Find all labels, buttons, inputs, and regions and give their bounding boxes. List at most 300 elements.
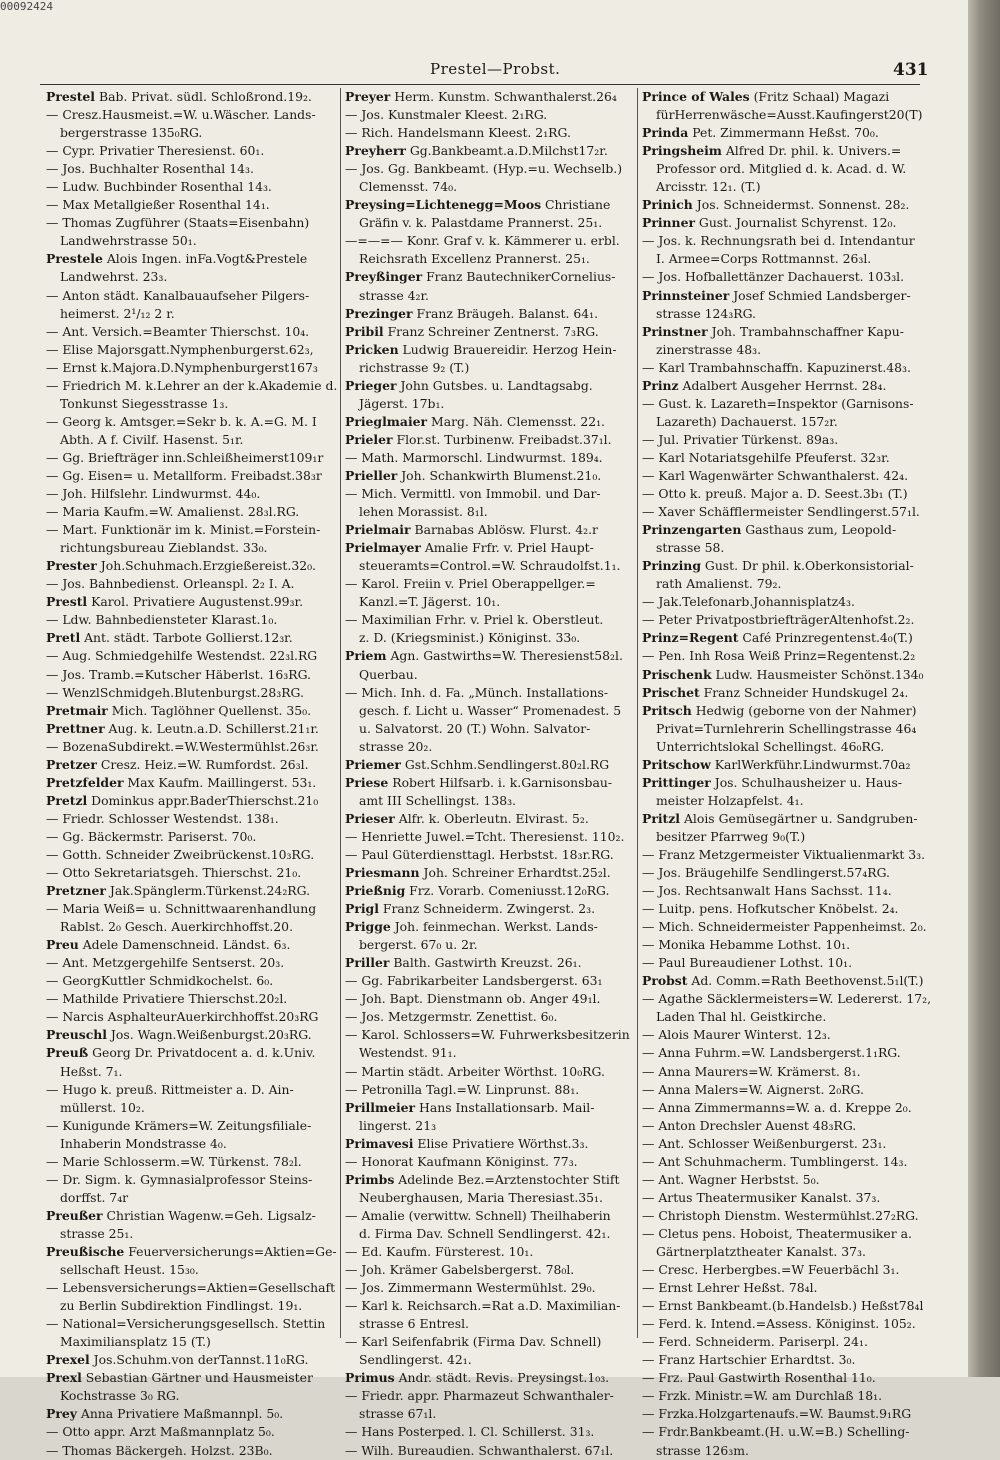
entry-headline (642, 521, 932, 539)
entry-text: Jos. Schneidermst. Sonnenst. 28₂. (692, 197, 910, 213)
entry-line (345, 1008, 633, 1026)
entry-line (46, 864, 336, 882)
entry-continuation (642, 305, 932, 323)
entry-text: — Mich. Schneidermeister Pappenheimst. 2₀. (642, 919, 927, 935)
entry-text: Hans Installationsarb. Mail- (415, 1099, 595, 1115)
entry-surname: Pritsch (642, 702, 692, 718)
entry-text: Privat=Turnlehrerin Schellingstrasse 46₄ (656, 720, 917, 736)
entry-text: müllerst. 10₂. (60, 1099, 145, 1115)
entry-text: richstrasse 9₂ (T.) (359, 359, 470, 375)
entry-text: Joh. Schreiner Erhardtst.25₂l. (419, 865, 611, 881)
entry-line (642, 990, 932, 1008)
entry-text: Joh. feinmechan. Werkst. Lands- (390, 919, 598, 935)
entry-line (46, 647, 336, 665)
entry-text: — Gust. k. Lazareth=Inspektor (Garnisons- (642, 395, 914, 411)
entry-headline (642, 684, 932, 702)
entry-line (46, 900, 336, 918)
entry-text: — Cresc. Herbergbes.=W Feuerbächl 3₁. (642, 1262, 900, 1278)
entry-text: — Luitp. pens. Hofkutscher Knöbelst. 2₄. (642, 901, 899, 917)
entry-surname: Prischenk (642, 666, 712, 682)
entry-text: — Jos. Kunstmaler Kleest. 2₁RG. (345, 107, 548, 123)
entry-surname: Prieglmaier (345, 413, 428, 429)
entry-continuation (345, 720, 633, 738)
entry-headline (46, 250, 336, 268)
entry-text: — Henriette Juwel.=Tcht. Theresienst. 110₂. (345, 828, 625, 844)
entry-text: — Honorat Kaufmann Königinst. 77₃. (345, 1153, 578, 1169)
entry-surname: Prestl (46, 594, 88, 610)
entry-text: Ad. Comm.=Rath Beethovenst.5₁l(T.) (687, 973, 924, 989)
entry-surname: Pretmair (46, 702, 108, 718)
entry-surname: Prexel (46, 1352, 90, 1368)
entry-line (642, 431, 932, 449)
entry-continuation (642, 178, 932, 196)
entry-line (642, 1297, 932, 1315)
entry-line (642, 1026, 932, 1044)
entry-text: — Hans Posterped. l. Cl. Schillerst. 31₃. (345, 1424, 595, 1440)
entry-continuation (345, 1189, 633, 1207)
entry-text: Neuberghausen, Maria Theresiast.35₁. (359, 1189, 603, 1205)
entry-text: Rablst. 2₀ Gesch. Auerkirchhoffst.20. (60, 919, 294, 935)
entry-surname: Prinzengarten (642, 522, 742, 538)
entry-line (642, 593, 932, 611)
entry-line (642, 1369, 932, 1387)
entry-line (345, 1261, 633, 1279)
entry-text: — Otto appr. Arzt Maßmannplatz 5₀. (46, 1424, 275, 1440)
entry-line (46, 611, 336, 629)
entry-surname: Prischet (642, 684, 700, 700)
entry-text: strasse 25₁. (60, 1225, 134, 1241)
entry-text: Gst.Schhm.Sendlingerst.80₂l.RG (400, 756, 610, 772)
entry-headline (642, 124, 932, 142)
entry-text: amt III Schellingst. 138₃. (359, 792, 516, 808)
entry-line (345, 124, 633, 142)
entry-text: Ant. städt. Tarbote Gollierst.12₃r. (80, 630, 293, 646)
entry-surname: Prince of Wales (642, 89, 750, 104)
entry-continuation (46, 1297, 336, 1315)
entry-line (46, 666, 336, 684)
entry-line (46, 1171, 336, 1189)
entry-text: Kanzl.=T. Jägerst. 10₁. (359, 594, 501, 610)
entry-line (46, 828, 336, 846)
entry-headline (642, 287, 932, 305)
entry-headline (642, 972, 932, 990)
entry-text: — Ldw. Bahnbediensteter Klarast.1₀. (46, 612, 278, 628)
entry-continuation (345, 287, 633, 305)
entry-text: — BozenaSubdirekt.=W.Westermühlst.26₃r. (46, 738, 319, 754)
entry-text: gesch. f. Licht u. Wasser“ Promenadest. 5 (359, 702, 622, 718)
entry-continuation (345, 250, 633, 268)
entry-surname: Prießnig (345, 883, 406, 899)
entry-text: Joh. Trambahnschaffner Kapu- (707, 323, 904, 339)
entry-text: — Petronilla Tagl.=W. Linprunst. 88₁. (345, 1081, 580, 1097)
entry-text: — Anton städt. Kanalbauaufseher Pilgers- (46, 287, 310, 303)
directory-column-1 (46, 88, 338, 1458)
entry-headline (345, 142, 633, 160)
entry-text: Jak.Spänglerm.Türkenst.24₂RG. (105, 883, 311, 899)
column-divider (637, 88, 638, 1338)
entry-headline (345, 918, 633, 936)
entry-continuation (345, 738, 633, 756)
entry-text: — Gg. Briefträger inn.Schleißheimerst109₁r (46, 449, 324, 465)
entry-line (642, 1135, 932, 1153)
entry-text: Heßst. 7₁. (60, 1063, 123, 1079)
entry-text: Maximiliansplatz 15 (T.) (60, 1334, 211, 1350)
entry-headline (46, 882, 336, 900)
entry-line (46, 160, 336, 178)
entry-text: — Jos. Hofballettänzer Dachauerst. 103₃l. (642, 269, 905, 285)
entry-surname: Preußische (46, 1244, 125, 1259)
entry-text: Aug. k. Leutn.a.D. Schillerst.21₁r. (104, 720, 319, 736)
entry-line (642, 611, 932, 629)
entry-continuation (345, 1225, 633, 1243)
entry-text: — Gotth. Schneider Zweibrückenst.10₃RG. (46, 846, 315, 862)
entry-continuation (46, 1063, 336, 1081)
entry-text: strasse 6 Entresl. (359, 1316, 469, 1332)
entry-text: — Jos. Gg. Bankbeamt. (Hyp.=u. Wechselb.) (345, 161, 623, 177)
entry-continuation (46, 1333, 336, 1351)
entry-text: — Mich. Vermittl. von Immobil. und Dar- (345, 486, 601, 502)
entry-text: — Ernst Lehrer Heßst. 78₄l. (642, 1280, 818, 1296)
entry-continuation (642, 828, 932, 846)
entry-text: — Paul Güterdiensttagl. Herbstst. 18₃r.RG. (345, 846, 614, 862)
entry-line (642, 1405, 932, 1423)
entry-headline (46, 593, 336, 611)
entry-line (642, 1117, 932, 1135)
entry-line (642, 918, 932, 936)
entry-text: zu Berlin Subdirektion Findlingst. 19₁. (60, 1298, 303, 1314)
entry-text: Gust. Dr phil. k.Oberkonsistorial- (700, 558, 914, 574)
entry-surname: Prigge (345, 919, 391, 935)
entry-line (46, 467, 336, 485)
page-number: 431 (893, 60, 929, 80)
entry-line (46, 1008, 336, 1026)
entry-continuation (345, 178, 633, 196)
entry-text: Franz Schreiner Zentnerst. 7₃RG. (383, 323, 599, 339)
entry-text: — Ant Schuhmacherm. Tumblingerst. 14₃. (642, 1153, 908, 1169)
entry-text: — Jos. Bräugehilfe Sendlingerst.57₄RG. (642, 865, 890, 881)
entry-text: Josef Schmied Landsberger- (729, 287, 911, 303)
entry-surname: Preyßinger (345, 269, 423, 285)
entry-text: — Agathe Säcklermeisters=W. Ledererst. 17₂, (642, 991, 932, 1007)
entry-continuation (642, 341, 932, 359)
entry-text: Westendst. 91₁. (359, 1045, 457, 1061)
entry-headline (46, 629, 336, 647)
entry-text: — Marie Schlosserm.=W. Türkenst. 78₂l. (46, 1153, 302, 1169)
entry-text: Lazareth) Dachauerst. 157₂r. (656, 413, 838, 429)
entry-surname: Pretl (46, 630, 81, 646)
entry-text: Gärtnerplatztheater Kanalst. 37₃. (656, 1244, 866, 1259)
entry-continuation (642, 539, 932, 557)
entry-continuation (46, 268, 336, 286)
entry-headline (642, 323, 932, 341)
entry-text: John Gutsbes. u. Landtagsabg. (396, 377, 593, 393)
entry-text: Cresz. Heiz.=W. Rumfordst. 26₃l. (96, 756, 309, 772)
entry-line (345, 1081, 633, 1099)
entry-text: — Peter PrivatpostbriefträgerAltenhofst.2₂. (642, 612, 915, 628)
entry-text: z. D. (Kriegsminist.) Königinst. 33₀. (359, 630, 581, 646)
entry-headline (345, 1171, 633, 1189)
entry-text: — Anna Zimmermanns=W. a. d. Kreppe 2₀. (642, 1099, 912, 1115)
entry-headline (46, 1243, 336, 1261)
entry-line (345, 1279, 633, 1297)
entry-text: KarlWerkführ.Lindwurmst.70a₂ (710, 756, 911, 772)
entry-text: — WenzlSchmidgeh.Blutenburgst.28₃RG. (46, 684, 304, 700)
entry-line (345, 1243, 633, 1261)
entry-text: Landwehrstrasse 50₁. (60, 233, 197, 249)
entry-text: Laden Thal hl. Geistkirche. (656, 1009, 827, 1025)
entry-line (345, 1207, 633, 1225)
entry-surname: Pretzer (46, 756, 97, 772)
entry-text: strasse 58. (656, 540, 725, 556)
entry-text: heimerst. 2¹/₁₂ 2 r. (60, 305, 175, 321)
entry-headline (46, 1351, 336, 1369)
entry-text: — Ant. Wagner Herbstst. 5₀. (642, 1171, 820, 1187)
entry-surname: Preyherr (345, 143, 406, 159)
entry-headline (345, 756, 633, 774)
entry-continuation (345, 557, 633, 575)
entry-line (642, 936, 932, 954)
entry-text: — Elise Majorsgatt.Nymphenburgerst.62₃, (46, 341, 314, 357)
entry-text: — Jos. Rechtsanwalt Hans Sachsst. 11₄. (642, 883, 892, 899)
entry-text: Elise Privatiere Wörthst.3₃. (413, 1135, 589, 1151)
entry-surname: Prettner (46, 720, 105, 736)
entry-text: — Math. Marmorschl. Lindwurmst. 189₄. (345, 449, 603, 465)
entry-text: — Narcis AsphalteurAuerkirchhoffst.20₃RG (46, 1009, 319, 1025)
entry-surname: Probst (642, 973, 688, 989)
entry-line (345, 611, 633, 629)
entry-line (642, 1261, 932, 1279)
entry-text: Amalie Frfr. v. Priel Haupt- (420, 540, 594, 556)
header-rule (40, 84, 920, 85)
entry-headline (642, 557, 932, 575)
entry-text: Jos.Schuhm.von derTannst.11₀RG. (89, 1352, 309, 1368)
entry-text: bergerst. 67₀ u. 2r. (359, 937, 478, 953)
entry-surname: Primus (345, 1370, 395, 1386)
entry-surname: Prinnsteiner (642, 287, 730, 303)
entry-text: besitzer Pfarrweg 9₀(T.) (656, 828, 806, 844)
entry-continuation (345, 936, 633, 954)
entry-text: — Anna Fuhrm.=W. Landsbergerst.1₁RG. (642, 1045, 901, 1061)
entry-text: fürHerrenwäsche=Ausst.Kaufingerst20(T) (656, 107, 923, 123)
entry-text: — GeorgKuttler Schmidkochelst. 6₀. (46, 973, 274, 989)
entry-text: —=—=— Konr. Graf v. k. Kämmerer u. erbl. (345, 233, 620, 249)
entry-text: sellschaft Heust. 15₃₀. (60, 1262, 199, 1278)
entry-surname: Prinzing (642, 558, 701, 574)
entry-continuation (345, 702, 633, 720)
entry-text: Barnabas Ablösw. Flurst. 4₂.r (410, 522, 598, 538)
entry-line (46, 142, 336, 160)
entry-line (345, 828, 633, 846)
entry-text: Franz Schneiderm. Zwingerst. 2₃. (378, 901, 596, 917)
entry-surname: Prieger (345, 377, 397, 393)
entry-line (642, 864, 932, 882)
entry-text: — Rich. Handelsmann Kleest. 2₁RG. (345, 125, 571, 141)
entry-text: — Mich. Inh. d. Fa. „Münch. Installations- (345, 684, 609, 700)
entry-line (46, 1117, 336, 1135)
entry-continuation (642, 106, 932, 124)
entry-headline (345, 647, 633, 665)
entry-continuation (345, 1405, 633, 1423)
entry-text: — Franz Metzgermeister Viktualienmarkt 3₃. (642, 846, 926, 862)
entry-surname: Prittinger (642, 774, 711, 790)
entry-continuation (345, 1117, 633, 1135)
entry-line (46, 196, 336, 214)
entry-headline (345, 882, 633, 900)
directory-column-2 (345, 88, 633, 1458)
entry-text: — National=Versicherungsgesellsch. Stettin (46, 1316, 326, 1332)
entry-text: I. Armee=Corps Rottmannst. 26₃l. (656, 251, 872, 267)
entry-line (642, 467, 932, 485)
entry-line (642, 1279, 932, 1297)
entry-line (46, 1423, 336, 1441)
entry-continuation (642, 575, 932, 593)
entry-surname: Preyer (345, 89, 391, 104)
entry-line (642, 1153, 932, 1171)
entry-surname: Prillmeier (345, 1099, 416, 1115)
entry-text: — Mart. Funktionär im k. Minist.=Forstein- (46, 522, 321, 538)
entry-text: — Friedr. appr. Pharmazeut Schwanthaler- (345, 1388, 614, 1404)
entry-text: strasse 126₃m. (656, 1442, 749, 1458)
entry-surname: Pritschow (642, 756, 711, 772)
entry-line (46, 341, 336, 359)
entry-text: Balth. Gastwirth Kreuzst. 26₁. (389, 955, 582, 971)
entry-headline (345, 88, 633, 106)
entry-text: Franz Schneider Hundskugel 2₄. (699, 684, 909, 700)
entry-line (46, 1153, 336, 1171)
entry-text: — Artus Theatermusiker Kanalst. 37₃. (642, 1189, 881, 1205)
entry-text: strasse 20₂. (359, 738, 433, 754)
entry-headline (345, 954, 633, 972)
entry-continuation (345, 666, 633, 684)
entry-surname: Priese (345, 774, 389, 790)
directory-column-3 (642, 88, 932, 1458)
entry-surname: Prieler (345, 431, 393, 447)
entry-line (642, 503, 932, 521)
entry-text: Adele Damenschneid. Ländst. 6₃. (78, 937, 291, 953)
entry-headline (46, 756, 336, 774)
entry-text: Jos. Wagn.Weißenburgst.20₃RG. (106, 1027, 312, 1043)
entry-surname: Prinda (642, 125, 689, 141)
entry-text: — Maria Kaufm.=W. Amalienst. 28₃l.RG. (46, 504, 300, 520)
entry-line (642, 359, 932, 377)
entry-text: — Anna Maurers=W. Krämerst. 8₁. (642, 1063, 861, 1079)
entry-text: — Ed. Kaufm. Fürsterest. 10₁. (345, 1244, 534, 1259)
entry-surname: Pretzfelder (46, 774, 124, 790)
entry-text: — Karol. Freiin v. Priel Oberappellger.= (345, 576, 596, 592)
entry-text: — Pen. Inh Rosa Weiß Prinz=Regentenst.2₂ (642, 648, 916, 664)
entry-text: — Gg. Fabrikarbeiter Landsbergerst. 63₁ (345, 973, 603, 989)
entry-headline (46, 792, 336, 810)
entry-text: Ludwig Brauereidir. Herzog Hein- (398, 341, 617, 357)
entry-headline (345, 774, 633, 792)
entry-line (345, 684, 633, 702)
entry-line (642, 1315, 932, 1333)
entry-continuation (46, 124, 336, 142)
entry-text: strasse 124₃RG. (656, 305, 756, 321)
entry-text: — Jos. Buchhalter Rosenthal 14₃. (46, 161, 254, 177)
entry-text: Gasthaus zum, Leopold- (741, 522, 897, 538)
entry-text: — Joh. Krämer Gabelsbergerst. 78₀l. (345, 1262, 575, 1278)
entry-surname: Preuß (46, 1045, 89, 1061)
entry-text: lehen Morassist. 8₁l. (359, 504, 488, 520)
entry-headline (345, 1099, 633, 1117)
entry-continuation (46, 395, 336, 413)
entry-continuation (345, 395, 633, 413)
entry-surname: Preuschl (46, 1027, 107, 1043)
entry-text: Adelinde Bez.=Arztenstochter Stift (394, 1171, 620, 1187)
entry-text: u. Salvatorst. 20 (T.) Wohn. Salvator- (359, 720, 591, 736)
entry-text: Inhaberin Mondstrasse 4₀. (60, 1135, 227, 1151)
entry-text: — Ant. Metzgergehilfe Sentserst. 20₃. (46, 955, 285, 971)
entry-text: rath Amalienst. 79₂. (656, 576, 782, 592)
entry-continuation (345, 1315, 633, 1333)
entry-surname: Prinstner (642, 323, 708, 339)
entry-text: — Christoph Dienstm. Westermühlst.27₂RG. (642, 1207, 919, 1223)
entry-line (642, 485, 932, 503)
entry-surname: Prinz=Regent (642, 630, 739, 646)
entry-line (642, 1171, 932, 1189)
entry-line (46, 1315, 336, 1333)
entry-text: — Maximilian Frhr. v. Priel k. Oberstleut. (345, 612, 604, 628)
entry-line (642, 232, 932, 250)
entry-text: Abth. A f. Civilf. Hasenst. 5₁r. (60, 431, 244, 447)
entry-line (46, 503, 336, 521)
entry-text: — Frz. Paul Gastwirth Rosenthal 11₀. (642, 1370, 876, 1386)
entry-text: bergerstrasse 135₀RG. (60, 125, 203, 141)
entry-text: dorffst. 7₄r (60, 1189, 129, 1205)
entry-headline (642, 88, 932, 106)
entry-text: zinerstrasse 48₃. (656, 341, 762, 357)
entry-text: Robert Hilfsarb. i. k.Garnisonsbau- (388, 774, 613, 790)
entry-continuation (642, 738, 932, 756)
entry-line (345, 160, 633, 178)
entry-text: — Thomas Bäckergeh. Holzst. 23B₀. (46, 1442, 273, 1458)
entry-headline (46, 1207, 336, 1225)
entry-text: Alois Gemüsegärtner u. Sandgruben- (680, 810, 918, 826)
entry-line (46, 413, 336, 431)
entry-line (345, 1063, 633, 1081)
entry-text: Marg. Näh. Clemensst. 22₁. (427, 413, 605, 429)
entry-headline (345, 467, 633, 485)
entry-continuation (46, 1189, 336, 1207)
entry-text: — Friedrich M. k.Lehrer an der k.Akademie d. (46, 377, 338, 393)
entry-text: Joh.Schuhmach.Erzgießereist.32₀. (96, 558, 316, 574)
entry-text: — Cypr. Privatier Theresienst. 60₁. (46, 143, 265, 159)
entry-text: — Jos. k. Rechnungsrath bei d. Intendantur (642, 233, 915, 249)
entry-text: Querbau. (359, 666, 418, 682)
entry-text: Ludw. Hausmeister Schönst.134₀ (711, 666, 924, 682)
entry-headline (642, 214, 932, 232)
entry-continuation (345, 792, 633, 810)
entry-continuation (46, 431, 336, 449)
entry-line (642, 1207, 932, 1225)
entry-line (46, 1279, 336, 1297)
entry-headline (46, 1405, 336, 1423)
entry-line (345, 449, 633, 467)
entry-surname: Prieser (345, 810, 395, 826)
entry-text: Hedwig (geborne von der Nahmer) (691, 702, 917, 718)
entry-continuation (642, 1008, 932, 1026)
entry-line (642, 1081, 932, 1099)
entry-line (46, 377, 336, 395)
entry-text: — Anna Malers=W. Aignerst. 2₀RG. (642, 1081, 864, 1097)
running-head (0, 60, 968, 82)
entry-text: Flor.st. Turbinenw. Freibadst.37₁l. (392, 431, 612, 447)
entry-text: — Jos. Metzgermstr. Zenettist. 6₀. (345, 1009, 558, 1025)
entry-text: — Georg k. Amtsger.=Sekr b. k. A.=G. M. I (46, 413, 317, 429)
entry-text: Christian Wagenw.=Geh. Ligsalz- (102, 1207, 316, 1223)
entry-surname: Prester (46, 558, 97, 574)
